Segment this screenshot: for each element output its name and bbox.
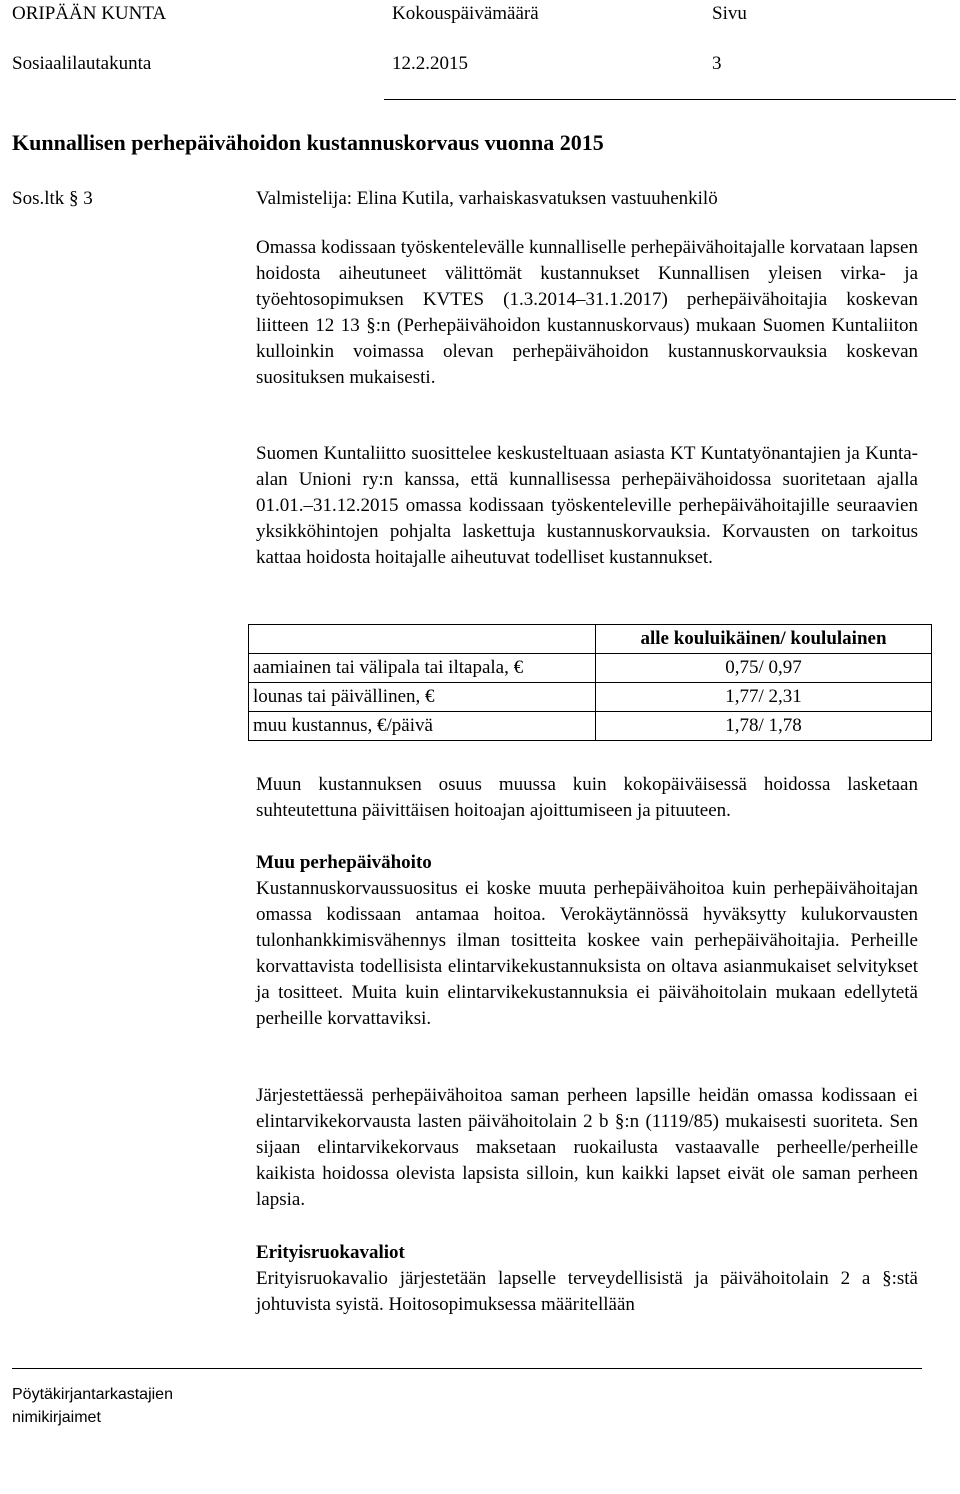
row-value: 0,75/ 0,97 [596, 654, 932, 683]
date-label: Kokouspäivämäärä [392, 3, 539, 24]
table-row [249, 654, 932, 683]
row-value: 1,77/ 2,31 [596, 683, 932, 712]
footer-line-2: nimikirjaimet [12, 1409, 101, 1426]
footer-line-1: Pöytäkirjantarkastajien [12, 1386, 173, 1403]
table-empty-cell [249, 625, 596, 654]
table-header-row [249, 625, 932, 654]
section-erityisruokavaliot [256, 1240, 918, 1318]
table-row [249, 683, 932, 712]
header-rule [384, 99, 956, 100]
preparer-line [256, 186, 918, 212]
section-number: Sos.ltk § 3 [12, 188, 93, 209]
cost-table [248, 624, 932, 741]
row-label: lounas tai päivällinen, € [249, 683, 596, 712]
page-label: Sivu [712, 3, 747, 24]
table-column-header: alle kouluikäinen/ koululainen [596, 625, 932, 654]
paragraph-4-text: Kustannuskorvaussuositus ei koske muuta perhepäivähoitoa kuin perhepäivähoitajan omassa kodissaan antamaa hoitoa. Verokäytännössä hyväksytty kulukorvausten tulonhankkimisvähennys ilman tositteita koskee vain perhepäivähoitajia. Perheille korvattavista todellisista elintarvikekustannuksista on oltava asianmukaiset selvitykset ja tositteet. Muita kuin elintarvikekustannuksia ei päivähoitolain mukaan edellytetä perheille korvattaviksi. [256, 878, 918, 1029]
subheading-muu-perhepaivahoito: Muu perhepäivähoito [256, 852, 432, 873]
page-number: 3 [712, 53, 722, 74]
paragraph-2 [256, 441, 918, 571]
subheading-erityisruokavaliot: Erityisruokavaliot [256, 1242, 405, 1263]
table-row [249, 712, 932, 741]
preparer-text: Valmistelija: Elina Kutila, varhaiskasvatuksen vastuuhenkilö [256, 188, 718, 209]
row-label: muu kustannus, €/päivä [249, 712, 596, 741]
paragraph-5 [256, 1083, 918, 1213]
paragraph-3 [256, 772, 918, 824]
row-value: 1,78/ 1,78 [596, 712, 932, 741]
paragraph-5-text: Järjestettäessä perhepäivähoitoa saman perheen lapsille heidän omassa kodissaan ei elintarvikekorvausta lasten päivähoitolain 2 b §:n (1119/85) mukaisesti suoriteta. Sen sijaan elintarvikekorvaus maksetaan ruokailusta vastaavalle perheelle/perheille kaikista hoidossa olevista lapsista silloin, kun kaikki lapset eivät ole saman perheen lapsia. [256, 1085, 918, 1210]
document-title: Kunnallisen perhepäivähoidon kustannuskorvaus vuonna 2015 [12, 130, 604, 155]
footer-block [12, 1383, 173, 1429]
meeting-date: 12.2.2015 [392, 53, 468, 74]
paragraph-1 [256, 235, 918, 391]
row-label: aamiainen tai välipala tai iltapala, € [249, 654, 596, 683]
paragraph-1-text: Omassa kodissaan työskentelevälle kunnalliselle perhepäivähoitajalle korvataan lapsen hoidosta aiheutuneet välittömät kustannukset Kunnallisen yleisen virka- ja työehtosopimuksen KVTES (1.3.2014–31.1.2017) perhepäivähoitajia koskevan liitteen 12 13 §:n (Perhepäivähoidon kustannuskorvaus) mukaan Suomen Kuntaliiton kulloinkin voimassa olevan perhepäivähoidon kustannuskorvauksia koskevan suosituksen mukaisesti. [256, 237, 918, 388]
paragraph-6-text: Erityisruokavalio järjestetään lapselle terveydellisistä ja päivähoitolain 2 a §:stä johtuvista syistä. Hoitosopimuksessa määritellään [256, 1268, 918, 1315]
committee-name: Sosiaalilautakunta [12, 53, 152, 74]
footer-rule [12, 1368, 922, 1369]
paragraph-2-text: Suomen Kuntaliitto suosittelee keskusteltuaan asiasta KT Kuntatyönantajien ja Kunta-alan Unioni ry:n kanssa, että kunnallisessa perhepäivähoidossa suoritetaan ajalla 01.01.–31.12.2015 omassa kodissaan työskenteleville perhepäivähoitajille seuraavien yksikköhintojen pohjalta laskettuja kustannuskorvauksia. Korvausten on tarkoitus kattaa hoidosta hoitajalle aiheutuvat todelliset kustannukset. [256, 443, 918, 568]
section-muu-perhepaivahoito [256, 850, 918, 1032]
paragraph-3-text: Muun kustannuksen osuus muussa kuin kokopäiväisessä hoidossa lasketaan suhteutettuna päivittäisen hoitoajan ajoittumiseen ja pituuteen. [256, 774, 918, 821]
org-name: ORIPÄÄN KUNTA [12, 3, 167, 24]
